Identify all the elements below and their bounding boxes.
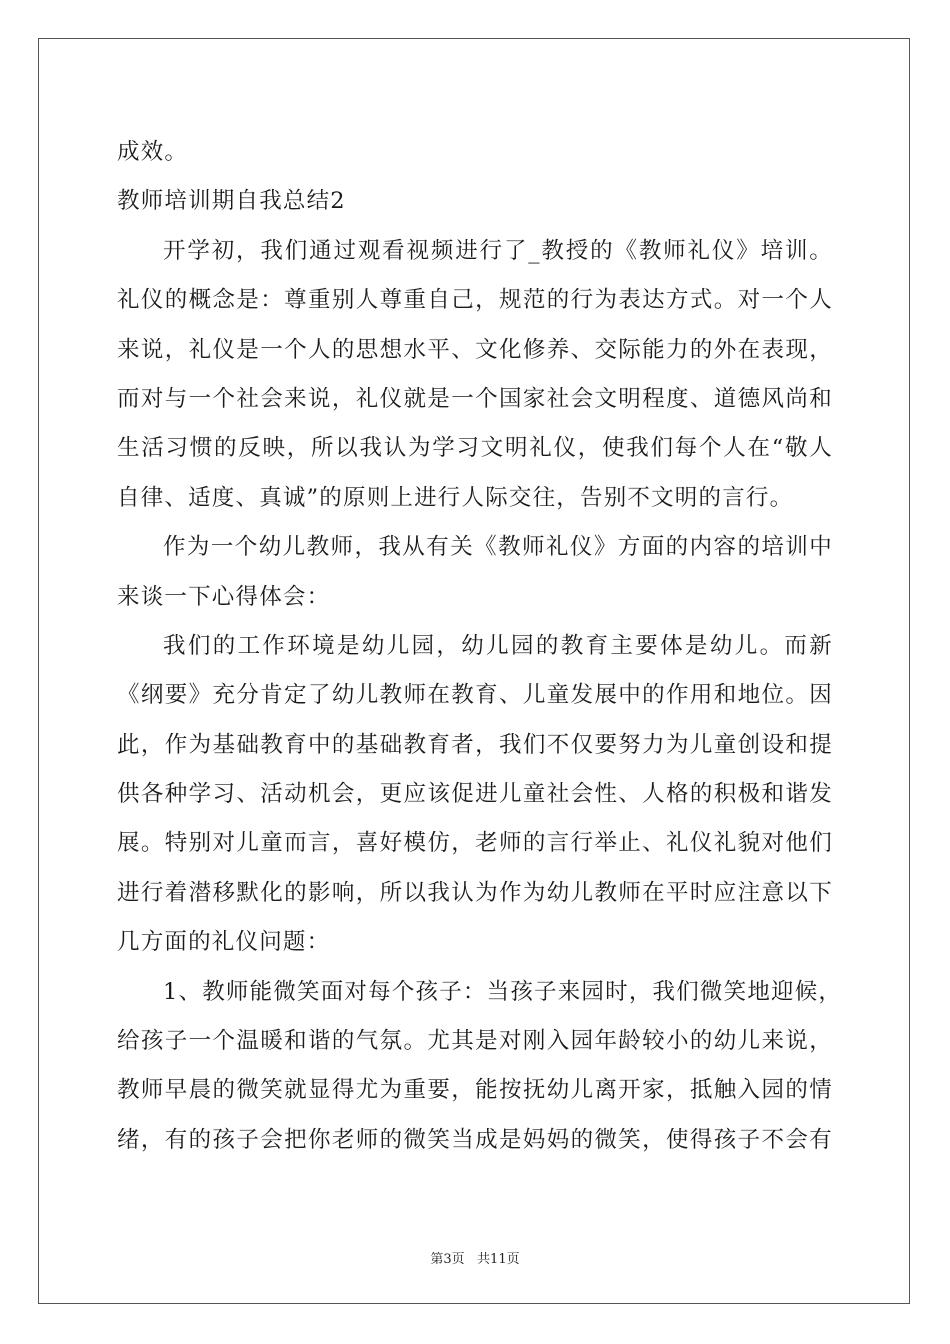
text-line: 展。特别对儿童而言，喜好模仿，老师的言行举止、礼仪礼貌对他们 bbox=[117, 830, 833, 857]
text-line: 绪，有的孩子会把你老师的微笑当成是妈妈的微笑，使得孩子不会有 bbox=[117, 1126, 833, 1153]
text-line: 成效。 bbox=[117, 139, 189, 165]
section-title: 教师培训期自我总结2 bbox=[117, 188, 346, 215]
page-number-footer: 第3页 共11页 bbox=[430, 1252, 520, 1267]
text-line: 《纲要》充分肯定了幼儿教师在教育、儿童发展中的作用和地位。因 bbox=[117, 682, 833, 709]
text-line: 生活习惯的反映，所以我认为学习文明礼仪，使我们每个人在“敬人 bbox=[117, 435, 833, 462]
text-line: 几方面的礼仪问题： bbox=[117, 929, 331, 956]
text-line: 此，作为基础教育中的基础教育者，我们不仅要努力为儿童创设和提 bbox=[117, 731, 833, 758]
document-body bbox=[117, 128, 843, 1165]
text-line: 供各种学习、活动机会，更应该促进儿童社会性、人格的积极和谐发 bbox=[117, 781, 833, 808]
text-line: 来说，礼仪是一个人的思想水平、文化修养、交际能力的外在表现， bbox=[117, 336, 833, 363]
text-line: 自律、适度、真诚”的原则上进行人际交往，告别不文明的言行。 bbox=[117, 484, 794, 511]
text-line: 而对与一个社会来说，礼仪就是一个国家社会文明程度、道德风尚和 bbox=[117, 385, 833, 412]
text-line: 给孩子一个温暖和谐的气氛。尤其是对刚入园年龄较小的幼儿来说， bbox=[117, 1028, 833, 1055]
text-line: 进行着潜移默化的影响，所以我认为作为幼儿教师在平时应注意以下 bbox=[117, 879, 833, 906]
text-line: 我们的工作环境是幼儿园，幼儿园的教育主要体是幼儿。而新 bbox=[163, 632, 833, 659]
text-line: 来谈一下心得体会： bbox=[117, 583, 331, 610]
text-line: 作为一个幼儿教师，我从有关《教师礼仪》方面的内容的培训中 bbox=[163, 534, 833, 561]
text-line: 礼仪的概念是：尊重别人尊重自己，规范的行为表达方式。对一个人 bbox=[117, 287, 833, 314]
text-line: 开学初，我们通过观看视频进行了_教授的《教师礼仪》培训。 bbox=[163, 237, 833, 264]
text-line: 教师早晨的微笑就显得尤为重要，能按抚幼儿离开家，抵触入园的情 bbox=[117, 1077, 833, 1104]
text-line: 1、教师能微笑面对每个孩子：当孩子来园时，我们微笑地迎候， bbox=[163, 978, 843, 1005]
